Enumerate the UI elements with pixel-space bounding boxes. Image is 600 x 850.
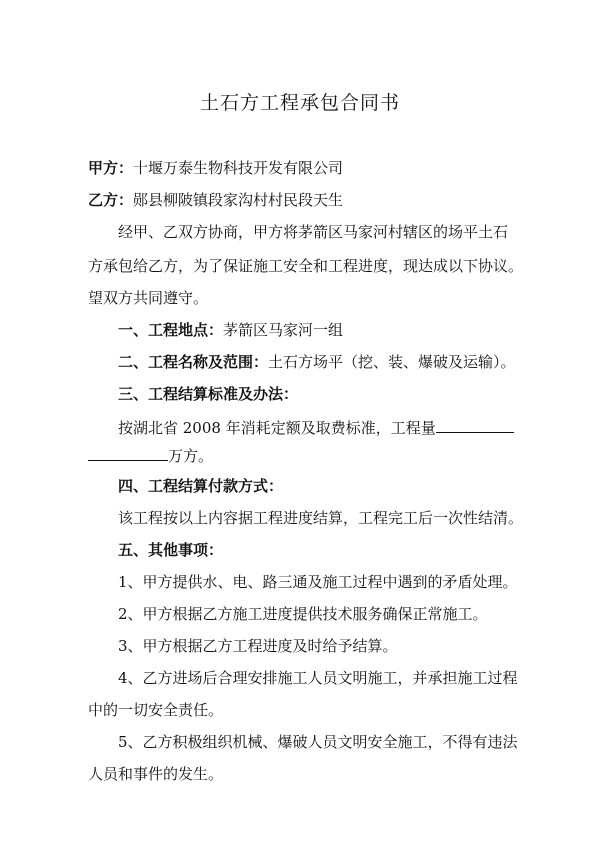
quantity-blank-line-continued [88, 444, 168, 461]
party-b-line [88, 190, 528, 210]
party-a-label: 甲方： [88, 159, 134, 177]
section-5-item-4-line-2: 中的一切安全责任。 [88, 701, 224, 719]
party-a-value: 十堰万泰生物科技开发有限公司 [133, 159, 344, 177]
section-3-text-line [118, 416, 558, 438]
party-b-label: 乙方： [88, 191, 134, 209]
section-3-unit-line [88, 444, 528, 466]
section-1 [118, 320, 558, 340]
section-5-item-3: 3、甲方根据乙方工程进度及时给予结算。 [118, 637, 398, 655]
section-4-text: 该工程按以上内容据工程进度结算，工程完工后一次性结清。 [118, 509, 524, 527]
section-3-heading: 三、工程结算标准及办法： [118, 385, 299, 403]
document-title: 土石方工程承包合同书 [199, 92, 400, 114]
section-3-text: 按湖北省 2008 年消耗定额及取费标准，工程量 [118, 419, 436, 437]
party-a-line [88, 158, 528, 178]
section-5-heading: 五、其他事项： [118, 541, 224, 559]
intro-line-2: 方承包给乙方，为了保证施工安全和工程进度，现达成以下协议。 [88, 257, 524, 275]
section-1-value: 茅箭区马家河一组 [223, 321, 344, 339]
section-1-heading: 一、工程地点： [118, 321, 224, 339]
section-5-item-5-line-1: 5、乙方积极组织机械、爆破人员文明安全施工，不得有违法 [118, 733, 518, 751]
section-5-item-2: 2、甲方根据乙方施工进度提供技术服务确保正常施工。 [118, 605, 488, 623]
intro-line-3: 望双方共同遵守。 [88, 289, 209, 307]
party-b-value: 郧县柳陂镇段家沟村村民段天生 [133, 191, 344, 209]
section-5-item-5-line-2: 人员和事件的发生。 [88, 765, 224, 783]
section-2 [118, 352, 558, 372]
section-5-item-1: 1、甲方提供水、电、路三通及施工过程中遇到的矛盾处理。 [118, 573, 518, 591]
intro-line-1: 经甲、乙双方协商，甲方将茅箭区马家河村辖区的场平土石 [118, 223, 509, 241]
section-2-heading: 二、工程名称及范围： [118, 353, 269, 371]
section-5-item-4-line-1: 4、乙方进场后合理安排施工人员文明施工，并承担施工过程 [118, 669, 518, 687]
section-4-heading: 四、工程结算付款方式： [118, 477, 284, 495]
quantity-blank-line [436, 416, 514, 433]
section-3-unit: 万方。 [168, 447, 214, 465]
section-2-value: 土石方场平（挖、装、爆破及运输）。 [268, 353, 516, 371]
